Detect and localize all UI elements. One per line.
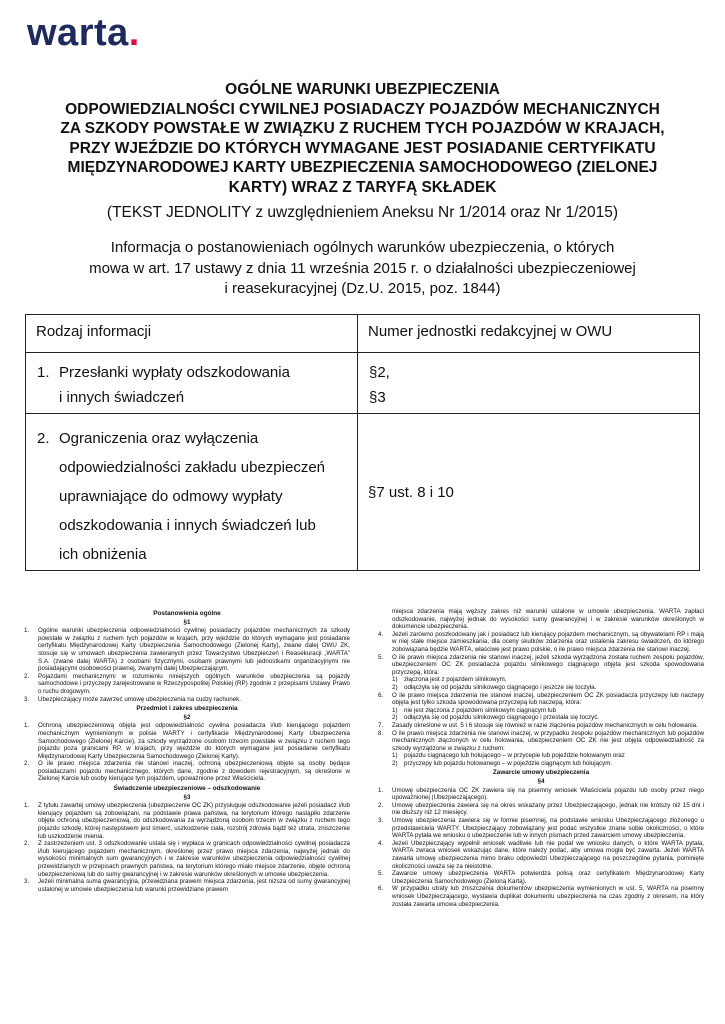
item-number: 1. (24, 627, 30, 635)
item-number: 2) (392, 683, 398, 691)
info-table (25, 314, 700, 571)
list-item (378, 870, 704, 885)
section-heading: Świadczenie ubezpieczeniowe – odszkodowanie (113, 785, 261, 793)
item-text: Z tytułu zawartej umowy ubezpieczenia (ubezpieczenie OC ZK) przysługuje odszkodowanie jeżeli posiadacz i/lub kierujący pojazdem są zobowiązani, na podstawie prawa państwa, na terytorium którego nastąpiło zdarzenie objęte ochroną ubezpieczeniową, do odszkodowania za wyrządzoną osobom trzecim w związku z ruchem tego pojazdu szkodę, której następstwem jest śmierć, uszkodzenie ciała, rozstrój zdrowia bądź też utrata, zniszczenie lub uszkodzenie mienia. (38, 802, 350, 840)
item-text: O ile prawo miejsca zdarzenia nie stanowi inaczej, ubezpieczeniem OC ZK posiadacza przyczepy lub naczepy objęta jest tylko szkoda spowodowana przyczepą lub naczepą, która: (392, 691, 704, 707)
item-number: 5. (378, 653, 384, 661)
item-number: 4. (378, 839, 384, 847)
item-text: Zasady określone w ust. 5 i 6 stosuje się również w razie złączenia pojazdów mechanicznych w celu holowania. (392, 721, 698, 729)
row-number: 2. (37, 430, 50, 447)
list-item (378, 722, 704, 730)
list-item (378, 631, 704, 654)
item-text: Pojazdami mechanicznymi w rozumieniu niniejszych ogólnych warunków ubezpieczenia są pojazdy samochodowe i przyczepy zarejestrowane w Rzeczypospolitej Polskiej (RP) zgodnie z przepisami Ustawy Prawo o ruchu drogowym. (38, 672, 350, 695)
item-list (378, 631, 704, 677)
title-line: ODPOWIEDZIALNOŚCI CYWILNEJ POSIADACZY POJAZDÓW MECHANICZNYCH (65, 100, 660, 118)
item-text: Ochroną ubezpieczeniową objęta jest odpowiedzialność cywilna posiadacza i/lub kierującego pojazdem mechanicznym wymienionym w polisie WARTY i certyfikacie Międzynarodowej Karty Ubezpieczenia Samochodowego (Zielonej Karcie), za szkody wyrządzone osobom trzecim powstałe w związku z ruchem tego pojazdu poza granicami RP, w krajach, przy wjeździe do których wymagane jest posiadanie certyfikatu Międzynarodowej Karty Ubezpieczenia Samochodowego (Zielonej Karty). (38, 722, 350, 760)
item-list (378, 722, 704, 752)
item-text: przyczepy lub pojazdu holowanego – w pojeździe ciągnącym lub holującym. (404, 759, 613, 767)
sub-item (378, 760, 704, 768)
list-item (378, 730, 704, 753)
item-text: Ubezpieczający może zawrzeć umowę ubezpieczenia na cudzy rachunek. (38, 695, 241, 703)
item-list (378, 787, 704, 909)
row-number: 1. (37, 364, 50, 381)
item-number: 5. (378, 870, 384, 878)
item-text: Zawarcie umowy ubezpieczenia WARTA potwierdza polisą oraz certyfikatem Międzynarodowej Karty Ubezpieczenia Samochodowego (Zieloną Kartą). (392, 870, 704, 885)
paragraph-number: §3 (183, 793, 191, 801)
list-item (24, 878, 350, 893)
table-cell-info (26, 353, 358, 414)
paragraph-number: §2 (183, 713, 191, 721)
section-heading: Postanowienia ogólne (153, 610, 221, 617)
item-number: 1) (392, 752, 398, 760)
item-number: 1) (392, 676, 398, 684)
item-text: Jeżeli minimalna suma gwarancyjna, przewidziana prawem miejsca zdarzenia, jest niższa od sumy gwarancyjnej ustalonej w umowie ubezpieczenia lub warunki przewidziane prawem (38, 878, 350, 893)
warta-logo: warta. (27, 12, 140, 54)
list-item (24, 722, 350, 760)
table-cell-section (358, 353, 700, 414)
item-text: Jeżeli zarówno poszkodowany jak i posiadacz lub kierujący pojazdem mechanicznym, są obywatelami RP i mają w niej stałe miejsce zamieszkania, dla oceny skutków zdarzenia oraz ustalenia zakresu świadczeń, do którego zobowiązana będzie WARTA, właściwe jest prawo polskie, o ile prawo miejsca zdarzenia nie stanowi inaczej. (392, 630, 704, 653)
item-text: Ogólne warunki ubezpieczenia odpowiedzialności cywilnej posiadaczy pojazdów mechanicznych za szkody powstałe w związku z ruchem tych pojazdów w krajach, przy wjeździe do których wymagane jest posiadanie certyfikatu Międzynarodowej Karty Ubezpieczenia Samochodowego (Zielonej Karty), zwane dalej OWU ZK, stosuje się w umowach ubezpieczenia zawieranych przez Towarzystwo Ubezpieczeń i Reasekuracji „WARTA” S.A. (zwane dalej WARTA) z osobami fizycznymi, osobami prawnymi lub jednostkami organizacyjnymi nie posiadającymi osobowości prawnej, zwanymi dalej Ubezpieczającym. (38, 627, 350, 673)
list-item (378, 840, 704, 870)
table-row (26, 353, 700, 414)
list-item (378, 692, 704, 707)
sub-list (378, 707, 704, 722)
section-ref: §2, (369, 364, 390, 381)
sub-list (378, 676, 704, 691)
item-number: 1. (24, 802, 30, 810)
list-item (24, 840, 350, 878)
item-number: 1. (378, 786, 384, 794)
item-text: nie jest złączona z pojazdem silnikowym ciągnącym lub (404, 706, 557, 714)
row-text-line: i innych świadczeń (59, 389, 185, 406)
item-number: 2. (378, 801, 384, 809)
item-text: odłączyła się od pojazdu silnikowego ciągnącego i jeszcze się toczyła. (404, 683, 597, 691)
paragraph-number: §4 (537, 778, 545, 786)
sub-list (378, 752, 704, 767)
owu-text-columns (24, 608, 704, 1018)
sub-item (378, 676, 704, 684)
right-column (378, 608, 704, 1018)
list-item (24, 696, 350, 704)
item-number: 3. (24, 878, 30, 886)
row-text-line: ich obniżenia (59, 546, 147, 563)
item-text: O ile prawo miejsca zdarzenia nie stanowi inaczej, ochroną ubezpieczeniową objęte są osoby będące posiadaczami pojazdu mechanicznego, których dane, zgodnie z dowodem rejestracyjnym, są określone w Zielonej Karcie lub osoby kierujące tym pojazdem, upoważnione przez Właściciela. (38, 760, 350, 783)
info-line: i reasekuracyjnej (Dz.U. 2015, poz. 1844) (224, 280, 501, 297)
table-cell-info (26, 414, 358, 571)
paragraph-number: §1 (183, 618, 191, 626)
list-item (378, 654, 704, 677)
item-number: 2. (24, 672, 30, 680)
item-text: W przypadku utraty lub zniszczenia dokumentów ubezpieczenia wymienionych w ust. 5, WARTA na pisemny wniosek Ubezpieczającego, wystawia duplikat dokumentu ubezpieczenia na czas zgodny z okresem, na który została zawarta umowa ubezpieczenia. (392, 885, 704, 908)
sub-item (378, 752, 704, 760)
item-number: 1. (24, 722, 30, 730)
list-item (24, 802, 350, 840)
section-ref: §3 (369, 389, 386, 406)
row-text-line: uprawniające do odmowy wypłaty (59, 488, 283, 505)
item-text: Umowę ubezpieczenia zawiera się w formie pisemnej, na podstawie wniosku Ubezpieczającego złożonego u przedstawiciela WARTY. Ubezpieczający zobowiązany jest podać wszystkie znane sobie okoliczności, o które WARTA pytała we wniosku o ubezpieczenie lub w innych pismach przed zawarciem umowy ubezpieczenia. (392, 817, 704, 840)
list-item (378, 817, 704, 840)
section-heading: Przedmiot i zakres ubezpieczenia (136, 705, 238, 713)
document-subtitle: (TEKST JEDNOLITY z uwzględnieniem Aneksu Nr 1/2014 oraz Nr 1/2015) (106, 204, 619, 221)
title-line: OGÓLNE WARUNKI UBEZPIECZENIA (225, 81, 500, 98)
row-text-line: Przesłanki wypłaty odszkodowania (59, 364, 290, 381)
item-number: 2) (392, 759, 398, 767)
header-info-type: Rodzaj informacji (26, 315, 358, 353)
item-number: 8. (378, 729, 384, 737)
item-number: 4. (378, 630, 384, 638)
item-text: Z zastrzeżeniem ust. 3 odszkodowanie ustala się i wypłaca w granicach odpowiedzialności cywilnej posiadacza i/lub kierującego pojazdem mechanicznym, określonej przez prawo miejsca zdarzenia, najwyżej jednak do wysokości minimalnych sum gwarancyjnych i w zakresie warunków ubezpieczenia odpowiedzialności cywilnej przewidzianych w przepisach prawnych państwa, na terytorium którego miało miejsce zdarzenie, objęte ochroną ubezpieczeniową lub do sumy gwarancyjnej i w zakresie warunków określonych w umowie ubezpieczenia. (38, 840, 350, 878)
item-list (378, 692, 704, 707)
title-line: PRZY WJEŹDZIE DO KTÓRYCH WYMAGANE JEST POSIADANIE CERTYFIKATU (69, 139, 656, 157)
list-item (24, 627, 350, 673)
item-text: złączona jest z pojazdem silnikowym, (404, 676, 507, 684)
title-line: MIĘDZYNARODOWEJ KARTY UBEZPIECZENIA SAMOCHODOWEGO (ZIELONEJ (67, 159, 658, 177)
info-line: Informacja o postanowieniach ogólnych warunków ubezpieczenia, o których (110, 239, 615, 256)
table-row (26, 414, 700, 571)
item-text: O ile prawo miejsca zdarzenia nie stanowi inaczej, jeżeli szkoda wyrządzona została ruchem zespołu pojazdów, ubezpieczeniem OC ZK posiadacza pojazdu silnikowego ciągnącego objęta jest szkoda spowodowana przyczepą, która: (392, 653, 704, 676)
item-text: odłączyła się od pojazdu silnikowego ciągnącego i przestała się toczyć. (404, 714, 600, 722)
item-number: 7. (378, 721, 384, 729)
list-item (378, 802, 704, 817)
item-number: 2. (24, 840, 30, 848)
row-text-line: Ograniczenia oraz wyłączenia (59, 430, 259, 447)
item-number: 2) (392, 714, 398, 722)
row-text-line: odpowiedzialności zakładu ubezpieczeń (59, 459, 326, 476)
item-text: Umowę ubezpieczenia zawiera się na okres wskazany przez Ubezpieczającego, jednak nie krótszy niż 15 dni i nie dłuższy niż 12 miesięcy. (392, 801, 704, 817)
item-number: 3. (378, 817, 384, 825)
header-unit-number: Numer jednostki redakcyjnej w OWU (358, 315, 700, 353)
sub-item (378, 707, 704, 715)
list-item (24, 760, 350, 783)
info-line: mowa w art. 17 ustawy z dnia 11 września 2015 r. o działalności ubezpieczeniowej (89, 259, 636, 277)
item-number: 6. (378, 691, 384, 699)
item-text: pojazdu ciągnącego lub holującego – w przycepie lub pojeździe holowanym oraz (404, 752, 625, 760)
item-text: Jeżeli Ubezpieczający wypełnił wniosek wadliwie lub nie podał we wniosku danych, o które WARTA pytała, WARTA zwraca wniosek wskazując dane, które należy podać, aby umowa mogła być zawarta. Jeżeli WARTA zawarła umowę ubezpieczenia mimo braku odpowiedzi Ubezpieczającego na poszczególne pytania, pominięte okoliczności uważa się za nieistotne. (392, 839, 704, 870)
item-number: 3. (24, 695, 30, 703)
left-column (24, 608, 350, 1018)
item-number: 1) (392, 706, 398, 714)
title-line: ZA SZKODY POWSTAŁE W ZWIĄZKU Z RUCHEM TYCH POJAZDÓW W KRAJACH, (60, 120, 665, 138)
table-header-row (26, 315, 700, 353)
section-heading: Zawarcie umowy ubezpieczenia (492, 769, 590, 777)
item-list (24, 627, 350, 703)
item-text: Umowę ubezpieczenia OC ZK zawiera się na pisemny wniosek Właściciela pojazdu lub osoby przez niego upoważnionej (Ubezpieczającego). (392, 786, 704, 802)
list-item (24, 673, 350, 696)
item-list (24, 802, 350, 893)
item-list (24, 722, 350, 783)
section-ref: §7 ust. 8 i 10 (368, 483, 454, 501)
info-paragraph (40, 238, 685, 300)
list-item (378, 885, 704, 908)
table-cell-section (358, 414, 700, 571)
item-text: O ile prawo miejsca zdarzenia nie stanowi inaczej, w przypadku zespołu pojazdów mechanicznych lub pojazdów mechanicznych złączonych w celu holowania, ubezpieczeniem OC ZK nie jest objęta odpowiedzialność za szkody wyrządzone w związku z ruchem: (392, 729, 704, 752)
item-number: 2. (24, 760, 30, 768)
document-title (20, 80, 705, 198)
sub-item (378, 714, 704, 722)
list-item (378, 787, 704, 802)
row-text-line: odszkodowania i innych świadczeń lub (59, 517, 316, 534)
item-number: 6. (378, 885, 384, 893)
title-line: KARTY) WRAZ Z TARYFĄ SKŁADEK (228, 178, 497, 196)
sub-item (378, 684, 704, 692)
continued-text: miejsca zdarzenia mają węższy zakres niż warunki ustalone w umowie ubezpieczenia, WARTA zapłaci odszkodowanie, najwyżej jednak do wysokości sumy gwarancyjnej i w zakresie warunków określonych w dokumencie ubezpieczenia. (392, 608, 704, 631)
